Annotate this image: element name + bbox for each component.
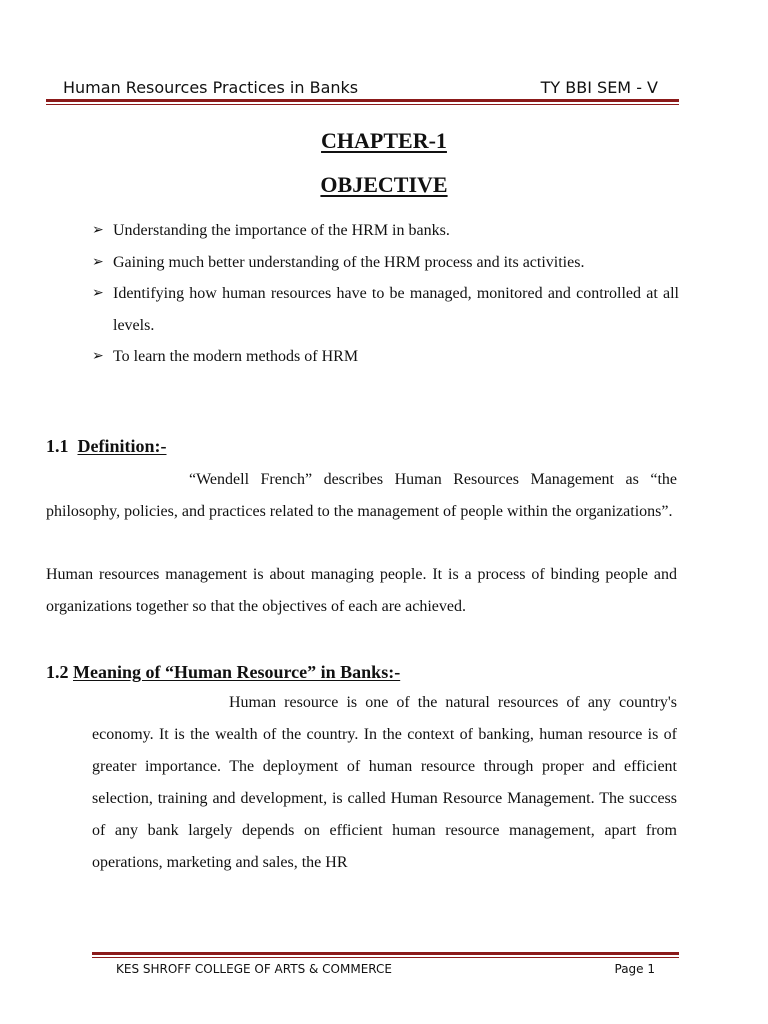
meaning-paragraph: Human resource is one of the natural resources of any country's economy. It is the wealth of the country. In the context of banking, human resource is of greater importance. The deployment of human resource through proper and efficient selection, training and development, is called Human Resource Management. The success of any bank largely depends on efficient human resource management, apart from operations, marketing and sales, the HR	[92, 694, 677, 871]
section-heading-definition	[46, 436, 167, 457]
list-item: ➢ To learn the modern methods of HRM	[92, 341, 679, 373]
footer-college: KES SHROFF COLLEGE OF ARTS & COMMERCE	[116, 962, 392, 976]
section-number: 1.2	[46, 662, 69, 682]
footer-rule-thin	[92, 957, 679, 958]
list-item: ➢ Gaining much better understanding of the HRM process and its activities.	[92, 247, 679, 279]
section-heading-meaning	[46, 662, 400, 683]
section-number: 1.1	[46, 436, 69, 456]
arrow-bullet-icon: ➢	[92, 223, 104, 238]
header-title: Human Resources Practices in Banks	[63, 78, 359, 97]
objectives-list	[92, 215, 679, 373]
footer-page-number: Page 1	[614, 962, 655, 976]
chapter-title: CHAPTER-1	[321, 128, 447, 153]
definition-paragraph: “Wendell French” describes Human Resources Management as “the philosophy, policies, and practices related to the management of people within the organizations”.	[46, 471, 677, 520]
list-item: ➢ Understanding the importance of the HRM in banks.	[92, 215, 679, 247]
header-rule-thin	[46, 104, 679, 105]
section-title: Definition:-	[77, 436, 167, 456]
footer-rule-thick	[92, 952, 679, 955]
list-item: ➢ Identifying how human resources have to be managed, monitored and controlled at all levels.	[92, 278, 679, 341]
header-course: TY BBI SEM - V	[540, 78, 658, 97]
hrm-paragraph: Human resources management is about managing people. It is a process of binding people and organizations together so that the objectives of each are achieved.	[46, 566, 677, 615]
arrow-bullet-icon: ➢	[92, 254, 104, 270]
arrow-bullet-icon: ➢	[92, 286, 104, 301]
header-rule-thick	[46, 99, 679, 102]
section-title: Meaning of “Human Resource” in Banks:-	[73, 662, 401, 682]
objective-title: OBJECTIVE	[320, 172, 448, 197]
arrow-bullet-icon: ➢	[92, 349, 104, 364]
